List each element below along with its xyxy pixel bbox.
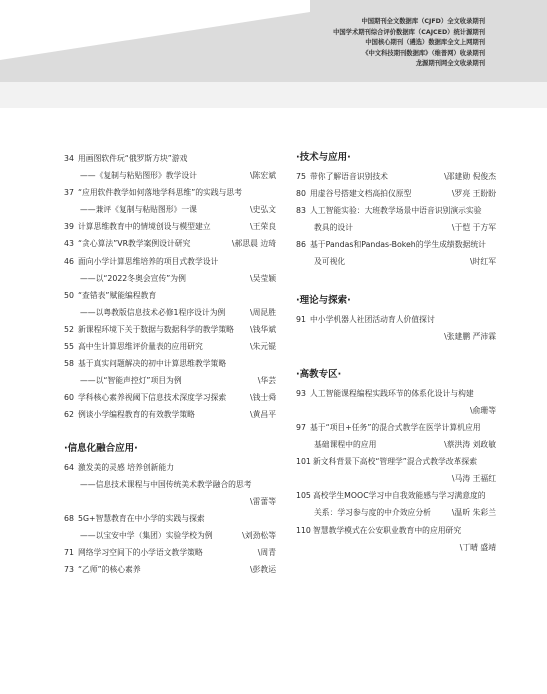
toc-left-column — [64, 150, 276, 578]
toc-entry-sub — [64, 201, 276, 218]
index-line: 《中文科技期刊数据库》（维普网）收录期刊 — [362, 49, 485, 57]
toc-entry[interactable] — [296, 522, 496, 539]
entry-title: 新文科背景下高校“管理学”混合式教学改革探索 — [313, 457, 478, 467]
section-heading: ·理论与探索· — [296, 294, 351, 306]
entry-author: \俞珊等 — [469, 405, 496, 415]
entry-author: \张建鹏 严沛霖 — [444, 331, 496, 341]
page-number: 50 — [64, 290, 74, 300]
entry-subtitle: ——信息技术课程与中国传统美术教学融合的思考 — [80, 479, 252, 489]
entry-title: 基于Pandas和Pandas-Bokeh的学生成绩数据统计 — [310, 240, 486, 250]
entry-title: 基于“项目+任务”的混合式教学在医学计算机应用 — [310, 422, 481, 432]
entry-author: \时红军 — [469, 257, 496, 267]
toc-entry[interactable] — [64, 287, 276, 304]
entry-title: 高中生计算思维评价量表的应用研究 — [78, 342, 203, 352]
toc-entry-sub — [64, 527, 276, 544]
page-number: 34 — [64, 154, 74, 163]
entry-author: \华芸 — [257, 376, 276, 386]
toc-entry[interactable] — [64, 321, 276, 338]
page-number: 39 — [64, 222, 74, 232]
toc-entry[interactable] — [64, 561, 276, 578]
toc-entry[interactable] — [296, 453, 496, 470]
entry-author: \彭教运 — [249, 565, 276, 575]
page-number: 83 — [296, 206, 306, 216]
toc-entry-sub — [64, 167, 276, 184]
entry-author: \于恺 于方军 — [451, 223, 496, 233]
toc-entry[interactable] — [64, 235, 276, 252]
page-number: 62 — [64, 410, 74, 420]
journal-index-list — [333, 17, 485, 70]
toc-entry-author-row — [296, 470, 496, 487]
entry-title: 例谈小学编程教育的有效教学策略 — [78, 410, 195, 420]
entry-author: \郝思晨 边琦 — [231, 239, 276, 249]
toc-entry[interactable] — [64, 184, 276, 201]
entry-author: \马涛 王福红 — [451, 474, 496, 484]
toc-entry-sub — [296, 436, 496, 453]
toc-entry[interactable] — [64, 253, 276, 270]
page-number: 46 — [64, 256, 74, 266]
toc-entry[interactable] — [64, 406, 276, 423]
toc-entry[interactable] — [296, 487, 496, 504]
entry-title: 学科核心素养视阈下信息技术深度学习探索 — [78, 393, 227, 403]
page-number: 86 — [296, 240, 306, 250]
toc-entry[interactable] — [296, 236, 496, 253]
section-heading: ·高教专区· — [296, 368, 342, 380]
index-line: 龙源期刊网全文收录期刊 — [415, 60, 485, 68]
entry-title: “应用软件教学如何落地学科思维”的实践与思考 — [78, 188, 243, 198]
page-number: 93 — [296, 388, 306, 398]
page-number: 105 — [296, 491, 311, 501]
entry-title: 中小学机器人社团活动育人价值探讨 — [310, 314, 435, 324]
toc-entry[interactable] — [296, 419, 496, 436]
section-heading: ·信息化融合应用· — [64, 442, 138, 454]
entry-title: 用画图软件玩“俄罗斯方块”游戏 — [78, 154, 188, 163]
entry-title: “查错表”赋能编程教育 — [78, 290, 157, 300]
header-subband — [0, 82, 547, 108]
toc-entry[interactable] — [296, 168, 496, 185]
index-line: 中国核心期刊（遴选）数据库全文上网期刊 — [365, 39, 485, 47]
toc-entry[interactable] — [64, 544, 276, 561]
entry-subtitle: ——以“智能声控灯”项目为例 — [80, 376, 182, 386]
entry-author: \周昆胜 — [249, 307, 276, 317]
toc-entry[interactable] — [296, 202, 496, 219]
index-line: 中国学术期刊综合评价数据库（CAJCED）统计源期刊 — [333, 28, 485, 36]
entry-title: 基于真实问题解决的初中计算思维教学策略 — [78, 359, 227, 369]
page-number: 58 — [64, 359, 74, 369]
entry-title: 高校学生MOOC学习中自我效能感与学习满意度的 — [313, 491, 486, 501]
entry-author: \王荣良 — [249, 222, 276, 232]
entry-author: \陈宏斌 — [249, 171, 276, 181]
toc-entry[interactable] — [64, 355, 276, 372]
entry-title: 网络学习空间下的小学语文教学策略 — [78, 547, 203, 557]
toc-entry-sub — [64, 476, 276, 493]
page-number: 71 — [64, 547, 74, 557]
page-number: 101 — [296, 457, 311, 467]
toc-right-column — [296, 150, 496, 556]
toc-entry[interactable] — [64, 218, 276, 235]
page-number: 52 — [64, 324, 74, 334]
section-heading: ·技术与应用· — [296, 152, 351, 163]
entry-subtitle: ——以宝安中学（集团）实验学校为例 — [80, 530, 213, 540]
page-number: 68 — [64, 513, 74, 523]
entry-title: 新课程环境下关于数据与数据科学的教学策略 — [78, 324, 234, 334]
entry-author: \黄昌平 — [249, 410, 276, 420]
page-number: 43 — [64, 239, 74, 249]
entry-author: \刘劲松等 — [242, 530, 276, 540]
entry-title: “贪心算法”VR教学案例设计研究 — [78, 239, 191, 249]
entry-subtitle: ——《复制与粘贴图形》教学设计 — [80, 171, 197, 181]
entry-author: \钱士舜 — [249, 393, 276, 403]
page-number: 97 — [296, 422, 306, 432]
entry-title: 人工智能实验：大班教学场景中语音识别演示实验 — [310, 206, 482, 216]
entry-author: \吴莹颖 — [249, 273, 276, 283]
entry-title: 计算思维教育中的情境创设与模型建立 — [78, 222, 211, 232]
entry-subtitle: 教具的设计 — [314, 223, 353, 233]
toc-entry[interactable] — [296, 185, 496, 202]
page-number: 75 — [296, 172, 306, 181]
entry-subtitle: 及可视化 — [314, 257, 346, 267]
index-line: 中国期刊全文数据库（CJFD）全文收录期刊 — [361, 18, 485, 25]
toc-entry-sub — [64, 270, 276, 287]
toc-entry[interactable] — [64, 338, 276, 355]
entry-author: \邵建勋 倪俊杰 — [444, 172, 496, 181]
entry-author: \雷蕾等 — [249, 496, 276, 506]
page-number: 91 — [296, 314, 306, 324]
toc-entry[interactable] — [296, 385, 496, 402]
toc-entry-sub — [64, 304, 276, 321]
page-number: 73 — [64, 565, 74, 575]
toc-entry[interactable] — [64, 510, 276, 527]
entry-title: 5G+智慧教育在中小学的实践与探索 — [78, 513, 205, 523]
toc-entry-author-row — [64, 493, 276, 510]
entry-author: \温昕 朱彩兰 — [451, 508, 496, 518]
page-number: 55 — [64, 342, 74, 352]
entry-author: \朱元锟 — [249, 342, 276, 352]
entry-title: 智慧教学模式在公安职业教育中的应用研究 — [313, 525, 462, 535]
entry-title: 人工智能课程编程实践环节的体系化设计与构建 — [310, 388, 474, 398]
toc-entry[interactable] — [296, 311, 496, 328]
toc-entry-author-row — [296, 539, 496, 556]
entry-author: \史弘文 — [249, 205, 276, 215]
toc-entry[interactable] — [64, 389, 276, 406]
toc-entry-sub — [64, 372, 276, 389]
entry-title: 带你了解语音识别技术 — [310, 172, 388, 181]
entry-subtitle: 基础课程中的应用 — [314, 440, 377, 450]
toc-entry[interactable] — [64, 150, 276, 167]
entry-author: \钱华斌 — [249, 324, 276, 334]
page-number: 64 — [64, 462, 74, 472]
entry-title: 用虚谷号搭建文档高拍仪原型 — [310, 189, 412, 199]
toc-entry-sub — [296, 219, 496, 236]
toc-entry-sub — [296, 504, 496, 521]
entry-title: 激发美的灵感 培养创新能力 — [78, 462, 175, 472]
toc-entry[interactable] — [64, 459, 276, 476]
entry-author: \罗亮 王盼盼 — [451, 189, 496, 199]
entry-author: \蔡洪涛 刘政敏 — [444, 440, 496, 450]
toc-entry-author-row — [296, 328, 496, 345]
entry-title: “乙师”的核心素养 — [78, 565, 141, 575]
entry-subtitle: ——以粤教版信息技术必修1程序设计为例 — [80, 307, 226, 317]
entry-subtitle: ——兼评《复制与粘贴图形》一课 — [80, 205, 197, 215]
toc-entry-sub — [296, 253, 496, 270]
page-number: 110 — [296, 525, 311, 535]
toc-entry-author-row — [296, 402, 496, 419]
page-number: 80 — [296, 189, 306, 199]
page-number: 37 — [64, 188, 74, 198]
entry-author: \周青 — [257, 547, 276, 557]
page-number: 60 — [64, 393, 74, 403]
entry-subtitle: ——以“2022冬奥会宣传”为例 — [80, 273, 186, 283]
entry-author: \丁晴 盛靖 — [459, 542, 496, 552]
entry-title: 面向小学计算思维培养的项目式教学设计 — [78, 256, 219, 266]
entry-subtitle: 关系：学习参与度的中介效应分析 — [314, 508, 431, 518]
